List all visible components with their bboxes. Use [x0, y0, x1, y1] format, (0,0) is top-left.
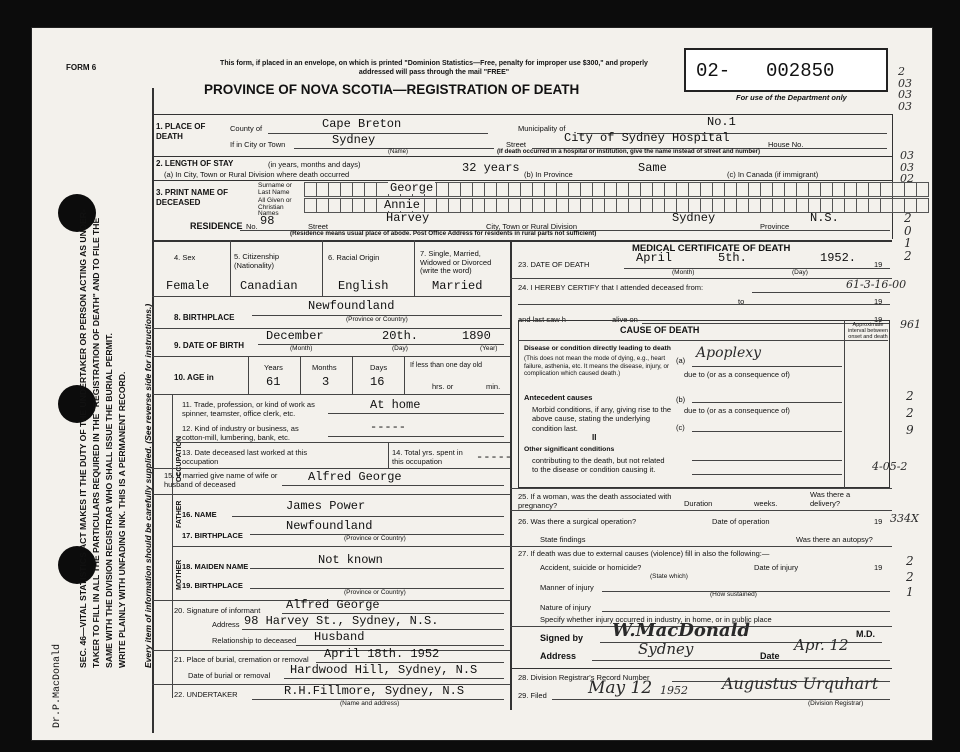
total-years-label: 14. Total yrs. spent in this occupation: [392, 448, 463, 467]
margin-code: 03: [900, 149, 914, 162]
residence-street-label: Street: [308, 222, 329, 231]
min-label: min.: [486, 382, 501, 391]
record-prefix: 02-: [696, 60, 731, 82]
accident-question: Accident, suicide or homicide?: [540, 563, 642, 572]
margin-code: 03: [898, 99, 912, 113]
md-label: M.D.: [856, 629, 875, 639]
relationship-label: Relationship to deceased: [212, 636, 297, 645]
rule: [352, 356, 353, 394]
residence-no-label: No.: [246, 222, 258, 231]
rule: [152, 394, 510, 395]
mother-birthplace-label: 19. BIRTHPLACE: [182, 581, 243, 590]
postal-notice: This form, if placed in an envelope, on which is printed "Dominion Statistics—Free, penalty for improper use $300," and properly addressed will pass through the mail "FREE": [220, 60, 648, 76]
margin-code: 1: [904, 236, 912, 251]
rule: [414, 240, 415, 296]
residence-note: (Residence means usual place of abode. Post Office Address for residents in rural parts not sufficient): [290, 230, 597, 237]
burial-place-label: 21. Place of burial, cremation or removal: [174, 655, 309, 664]
margin-note-a: 61-3-16-00: [846, 278, 907, 291]
rule: [518, 304, 890, 305]
physician-address-label: Address: [540, 651, 577, 661]
trade-label: 11. Trade, profession, or kind of work as spinner, teamster, office clerk, etc.: [182, 400, 315, 419]
rule: [152, 328, 510, 329]
margin-code: 0: [904, 223, 912, 238]
birthplace-value: Newfoundland: [308, 299, 395, 313]
racial-origin-value: English: [338, 279, 389, 293]
informant-label: 20. Signature of informant: [174, 606, 261, 615]
less-than-day-label: If less than one day old: [410, 362, 482, 369]
filed-year: 1952: [660, 684, 688, 697]
certify-nineteen: 19: [874, 297, 883, 306]
record-number-box: [684, 48, 888, 92]
state-which-caption: (State which): [650, 573, 688, 580]
margin-code: 03: [898, 76, 912, 90]
margin-codes-lower: [904, 212, 912, 262]
residence-province-value: N.S.: [810, 211, 839, 225]
side-notice-line1: SEC. 46—VITAL STATISTICS ACT MAKES IT THE DUTY OF THE UNDERTAKER OR PERSON ACTING AS UNDER-: [78, 209, 88, 668]
father-side-label: FATHER: [176, 500, 183, 528]
rule: [328, 413, 504, 414]
father-name-value: James Power: [286, 499, 366, 513]
cause-b-marker: (b): [676, 395, 686, 404]
signed-by-label: Signed by: [540, 633, 584, 643]
side-notice-line5: Every item of information should be carefully supplied. (See reverse side for instructions.): [143, 303, 153, 668]
registrar-signature: Augustus Urquhart: [722, 674, 879, 693]
margin-code: 03: [898, 88, 912, 102]
name-caption: (Name): [388, 149, 409, 155]
nature-label: Nature of injury: [540, 603, 591, 612]
stay-city-value: 32 years: [462, 161, 520, 175]
informant-address-label: Address: [212, 620, 240, 629]
rule: [232, 516, 504, 517]
margin-code: 2: [898, 65, 905, 78]
how-sustained-caption: (How sustained): [710, 591, 757, 598]
age-months: 3: [322, 375, 330, 389]
other-conditions-note: contributing to the death, but not related to the disease or condition causing it.: [532, 456, 665, 475]
antecedent-label: Antecedent causes: [524, 393, 593, 402]
death-registration-form: [32, 28, 932, 740]
form-title: PROVINCE OF NOVA SCOTIA—REGISTRATION OF DEATH: [204, 82, 580, 97]
burial-date-value: April 18th. 1952: [324, 647, 440, 661]
municipality-label: Municipality of: [518, 124, 566, 133]
age-label: 10. AGE in: [174, 373, 214, 382]
stay-city-label: (a) In City, Town or Rural Division where death occurred: [164, 170, 350, 179]
racial-origin-label: 6. Racial Origin: [328, 253, 380, 262]
undertaker-caption: (Name and address): [340, 700, 400, 707]
pregnancy-question: 25. If a woman, was the death associated with pregnancy?: [518, 492, 672, 511]
rule: [510, 546, 892, 547]
rule: [602, 611, 890, 612]
margin-note-c: 4-05-2: [872, 460, 908, 473]
hrs-label: hrs. or: [432, 382, 454, 391]
margin-note-d: 334X: [890, 512, 919, 525]
margin-code: 9: [906, 422, 914, 437]
marital-status-value: Married: [432, 279, 483, 293]
rule: [152, 180, 892, 181]
city-value: Sydney: [332, 133, 376, 147]
birthplace-label: 8. BIRTHPLACE: [174, 313, 235, 322]
rule: [300, 356, 301, 394]
rule: [592, 660, 890, 661]
print-name-label: 3. PRINT NAME OF DECEASED: [156, 188, 229, 208]
rule: [692, 366, 842, 367]
sign-date: Apr. 12: [794, 636, 849, 654]
part-two-label: II: [592, 433, 597, 442]
filed-label: 29. Filed: [518, 691, 547, 700]
rule: [152, 296, 510, 297]
length-of-stay-sub: (in years, months and days): [268, 160, 361, 169]
surname-value: George: [390, 181, 434, 195]
trade-value: At home: [370, 398, 421, 412]
margin-codes-mid: [900, 150, 914, 185]
relationship-value: Husband: [314, 630, 365, 644]
residence-no-value: 98: [260, 214, 275, 228]
rule: [172, 442, 510, 443]
years-label: Years: [264, 363, 283, 372]
rule: [692, 474, 842, 475]
margin-code: 02: [900, 172, 914, 186]
last-worked-label: 13. Date deceased last worked at this occupation: [182, 448, 308, 467]
filed-date: May 12: [588, 678, 653, 698]
antecedent-note: Morbid conditions, if any, giving rise to the above cause, stating the underlying condition last.: [532, 405, 672, 433]
to-label: to: [738, 297, 745, 306]
dod-month: April: [636, 251, 673, 265]
rule: [510, 488, 892, 489]
residence-label: RESIDENCE: [190, 221, 243, 231]
margin-codes-bottom: [906, 554, 914, 601]
left-border: [152, 88, 154, 733]
surname-label: Surname or Last Name: [258, 182, 292, 196]
given-names-value: Annie: [384, 198, 421, 212]
side-notice-line2: TAKER TO FILL IN ALL THE PARTICULARS REQUIRED IN THE "REGISTRATION OF DEATH" AND TO FILE THE: [91, 217, 101, 668]
last-saw-label: and last saw h: [518, 315, 566, 324]
dob-day-caption: (Day): [392, 345, 408, 352]
citizenship-value: Canadian: [240, 279, 298, 293]
due-to-label-1: due to (or as a consequence of): [684, 370, 790, 379]
city-label: If in City or Town: [230, 140, 286, 149]
rule: [248, 356, 249, 394]
margin-code: 2: [906, 405, 914, 420]
months-label: Months: [312, 363, 337, 372]
certify-label: 24. I HEREBY CERTIFY that I attended deceased from:: [518, 283, 704, 292]
operation-date-label: Date of operation: [712, 517, 770, 526]
registrar-caption: (Division Registrar): [808, 700, 864, 707]
delivery-question: Was there a delivery?: [810, 490, 851, 509]
father-birthplace-label: 17. BIRTHPLACE: [182, 531, 243, 540]
cause-a-marker: (a): [676, 356, 686, 365]
rule: [692, 431, 842, 432]
medical-certificate-header: MEDICAL CERTIFICATE OF DEATH: [632, 243, 791, 254]
margin-code: 1: [906, 585, 914, 600]
duration-label: Duration: [684, 499, 713, 508]
rule: [152, 468, 510, 469]
industry-question: Specify whether injury occurred in industry, in home, or in public place: [540, 615, 772, 624]
margin-code: 2: [906, 389, 914, 403]
rule: [322, 240, 323, 296]
stay-province-label: (b) In Province: [524, 170, 573, 179]
doctor-stamp: Dr.P.MacDonald: [52, 643, 63, 728]
father-birthplace-caption: (Province or Country): [344, 535, 406, 542]
form-number: FORM 6: [66, 63, 97, 72]
cause-a-value: Apoplexy: [696, 345, 762, 361]
mother-side-label: MOTHER: [176, 559, 183, 590]
birthplace-caption: (Province or Country): [346, 316, 408, 323]
street-value: City of Sydney Hospital: [564, 131, 730, 145]
dob-year: 1890: [462, 329, 491, 343]
operation-question: 26. Was there a surgical operation?: [518, 517, 637, 526]
autopsy-question: Was there an autopsy?: [796, 535, 873, 544]
hospital-note: (If death occurred in a hospital or institution, give the name instead of street and number): [497, 148, 761, 155]
rule: [510, 510, 892, 511]
injury-date-label: Date of injury: [754, 563, 799, 572]
margin-code: 2: [906, 554, 914, 568]
margin-code: 2: [906, 569, 914, 584]
residence-street-value: Harvey: [386, 211, 430, 225]
rule: [172, 546, 510, 547]
marital-status-label: 7. Single, Married, Widowed or Divorced (write the word): [420, 249, 492, 276]
injury-nineteen: 19: [874, 563, 883, 572]
county-value: Cape Breton: [322, 117, 402, 131]
rule: [518, 340, 888, 341]
interval-label: Approximate interval between onset and death: [847, 322, 889, 341]
rule: [510, 278, 892, 279]
citizenship-label: 5. Citizenship (Nationality): [234, 252, 280, 270]
external-causes-label: 27. If death was due to external causes (violence) fill in also the following:—: [518, 549, 770, 558]
department-use-label: For use of the Department only: [736, 93, 847, 102]
informant-value: Alfred George: [286, 598, 380, 612]
side-notice-line4: WRITE PLAINLY WITH UNFADING INK. THIS IS A PERMANENT RECORD.: [117, 371, 127, 668]
side-notice-line3: SAME WITH THE DIVISION REGISTRAR WHO SHALL ISSUE THE BURIAL PERMIT.: [104, 333, 114, 668]
manner-label: Manner of injury: [540, 583, 594, 592]
rule: [152, 240, 892, 242]
operation-nineteen: 19: [874, 517, 883, 526]
date-of-death-label: 23. DATE OF DEATH: [518, 260, 590, 269]
mother-name-value: Not known: [318, 553, 383, 567]
record-number-label: 28. Division Registrar's Record Number: [518, 673, 650, 682]
weeks-label: weeks.: [754, 499, 778, 508]
margin-codes-cause: [906, 388, 914, 438]
burial-date-label: Date of burial or removal: [188, 671, 271, 680]
rule: [152, 356, 510, 357]
dob-day: 20th.: [382, 329, 419, 343]
sex-label: 4. Sex: [174, 253, 196, 262]
dod-day: 5th.: [718, 251, 747, 265]
sex-value: Female: [166, 279, 210, 293]
alive-nineteen: 19: [874, 315, 883, 324]
margin-codes-top: [898, 66, 912, 112]
house-number-label: House No.: [768, 140, 804, 149]
county-label: County of: [230, 124, 263, 133]
physician-address: Sydney: [638, 640, 694, 658]
margin-code: 2: [904, 248, 912, 263]
column-divider: [510, 240, 512, 710]
father-birthplace-value: Newfoundland: [286, 519, 373, 533]
margin-note-b: 961: [900, 318, 921, 331]
margin-code: 03: [900, 160, 914, 174]
due-to-label-2: due to (or as a consequence of): [684, 406, 790, 415]
rule: [844, 320, 845, 488]
dob-month: December: [266, 329, 324, 343]
rule: [328, 436, 504, 437]
rule: [152, 156, 892, 157]
rule: [692, 460, 842, 461]
other-conditions-label: Other significant conditions: [524, 446, 615, 453]
immediate-cause-note: (This does not mean the mode of dying, e.g., heart failure, asthenia, etc. It means the disease, injury, or complication which caused death.): [524, 355, 670, 378]
place-of-death-label: 1. PLACE OF DEATH: [156, 122, 206, 141]
given-names-label: All Given or Christian Names: [258, 197, 292, 217]
street-label: Street: [506, 140, 527, 149]
physician-signature: W.MacDonald: [612, 620, 751, 641]
stay-canada-label: (c) In Canada (if immigrant): [727, 170, 819, 179]
undertaker-label: 22. UNDERTAKER: [174, 690, 238, 699]
occupation-side-label: OCCUPATION: [176, 435, 183, 482]
margin-code: 2: [904, 211, 912, 225]
length-of-stay-label: 2. LENGTH OF STAY: [156, 159, 234, 168]
rule: [892, 114, 893, 239]
age-years: 61: [266, 375, 281, 389]
rule: [250, 568, 504, 569]
rule: [296, 645, 504, 646]
rule: [752, 292, 890, 293]
rule: [282, 485, 504, 486]
stay-province-value: Same: [638, 161, 667, 175]
residence-city-label: City, Town or Rural Division: [486, 222, 577, 231]
rule: [230, 240, 231, 296]
days-label: Days: [370, 363, 388, 372]
residence-city-value: Sydney: [672, 211, 716, 225]
rule: [692, 402, 842, 403]
rule: [268, 133, 488, 134]
mother-name-label: 18. MAIDEN NAME: [182, 562, 249, 571]
rule: [152, 494, 510, 495]
residence-province-label: Province: [760, 222, 790, 231]
dod-year: 1952.: [820, 251, 857, 265]
total-years-value: -----: [476, 450, 513, 464]
dod-nineteen: 19: [874, 260, 883, 269]
dob-label: 9. DATE OF BIRTH: [174, 341, 245, 350]
alive-on-label: alive on: [612, 315, 638, 324]
father-name-label: 16. NAME: [182, 510, 217, 519]
immediate-cause-label: Disease or condition directly leading to death: [524, 345, 671, 352]
rule: [242, 629, 504, 630]
cause-of-death-header: CAUSE OF DEATH: [620, 325, 700, 335]
municipality-value: No.1: [707, 115, 736, 129]
cause-c-marker: (c): [676, 423, 685, 432]
findings-label: State findings: [540, 535, 586, 544]
informant-address-value: 98 Harvey St., Sydney, N.S.: [244, 614, 439, 628]
spouse-label: 15. If married give name of wife or husband of deceased: [164, 471, 278, 490]
dod-month-caption: (Month): [672, 269, 695, 276]
mother-birthplace-caption: (Province or Country): [344, 589, 406, 596]
industry-label: 12. Kind of industry or business, as cotton-mill, lumbering, bank, etc.: [182, 424, 299, 443]
dod-day-caption: (Day): [792, 269, 808, 276]
burial-place-value: Hardwood Hill, Sydney, N.S: [290, 663, 478, 677]
rule: [284, 678, 504, 679]
rule: [510, 668, 892, 669]
rule: [388, 442, 389, 468]
rule: [152, 114, 892, 115]
dob-year-caption: (Year): [480, 345, 498, 352]
rule: [624, 268, 890, 269]
industry-value: -----: [370, 420, 407, 434]
record-number: 002850: [766, 60, 835, 82]
spouse-value: Alfred George: [308, 470, 402, 484]
dob-month-caption: (Month): [290, 345, 313, 352]
undertaker-value: R.H.Fillmore, Sydney, N.S: [284, 684, 465, 698]
rule: [404, 356, 405, 394]
age-days: 16: [370, 375, 385, 389]
sign-date-label: Date: [760, 651, 780, 661]
